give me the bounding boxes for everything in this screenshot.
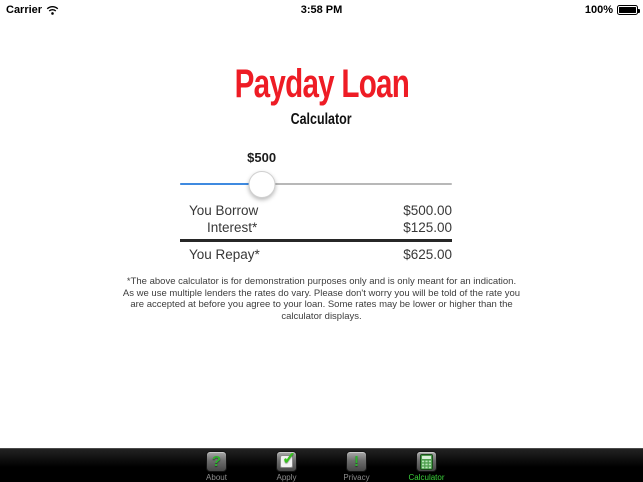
carrier-label: Carrier xyxy=(6,4,43,16)
borrow-label: You Borrow xyxy=(189,203,259,218)
total-divider xyxy=(180,239,452,242)
table-row-interest xyxy=(180,219,452,236)
slider-thumb[interactable] xyxy=(248,171,275,198)
clock: 3:58 PM xyxy=(300,4,343,16)
header xyxy=(0,62,643,129)
table-row-repay xyxy=(180,246,452,263)
page-title: Payday Loan xyxy=(234,62,409,106)
battery-percent: 100% xyxy=(584,4,613,16)
repay-value: $625.00 xyxy=(403,247,452,262)
tab-calculator-label: Calculator xyxy=(408,473,445,482)
loan-table xyxy=(180,202,452,263)
tab-about-label: About xyxy=(206,473,227,482)
tab-calculator[interactable] xyxy=(392,449,462,482)
borrow-value: $500.00 xyxy=(403,203,452,218)
tab-privacy-label: Privacy xyxy=(343,473,370,482)
repay-label: You Repay* xyxy=(189,247,260,262)
table-row-borrow xyxy=(180,202,452,219)
exclamation-icon: ! xyxy=(346,451,367,472)
calculator-icon xyxy=(416,451,437,472)
loan-amount-slider[interactable] xyxy=(180,150,452,194)
interest-value: $125.00 xyxy=(403,220,452,235)
tab-privacy[interactable] xyxy=(322,449,392,482)
battery-icon xyxy=(617,5,638,15)
interest-label: Interest* xyxy=(207,220,258,235)
slider-value: $500 xyxy=(247,150,277,165)
page-subtitle: Calculator xyxy=(290,111,353,128)
question-icon: ? xyxy=(206,451,227,472)
calculator-panel xyxy=(180,150,452,263)
tab-about[interactable] xyxy=(182,449,252,482)
status-bar xyxy=(0,0,643,20)
disclaimer-text: *The above calculator is for demonstration purposes only and is only meant for an indication. As we use multiple lenders the rates do vary. Please don't worry you will be told of the rate you are accepted at before you agree to your loan. Some rates may be lower or higher than the calculator displays. xyxy=(122,276,521,322)
tab-bar xyxy=(0,448,643,482)
tab-apply-label: Apply xyxy=(276,473,297,482)
checkmark-icon: ✓ xyxy=(276,451,297,472)
tab-apply[interactable] xyxy=(252,449,322,482)
